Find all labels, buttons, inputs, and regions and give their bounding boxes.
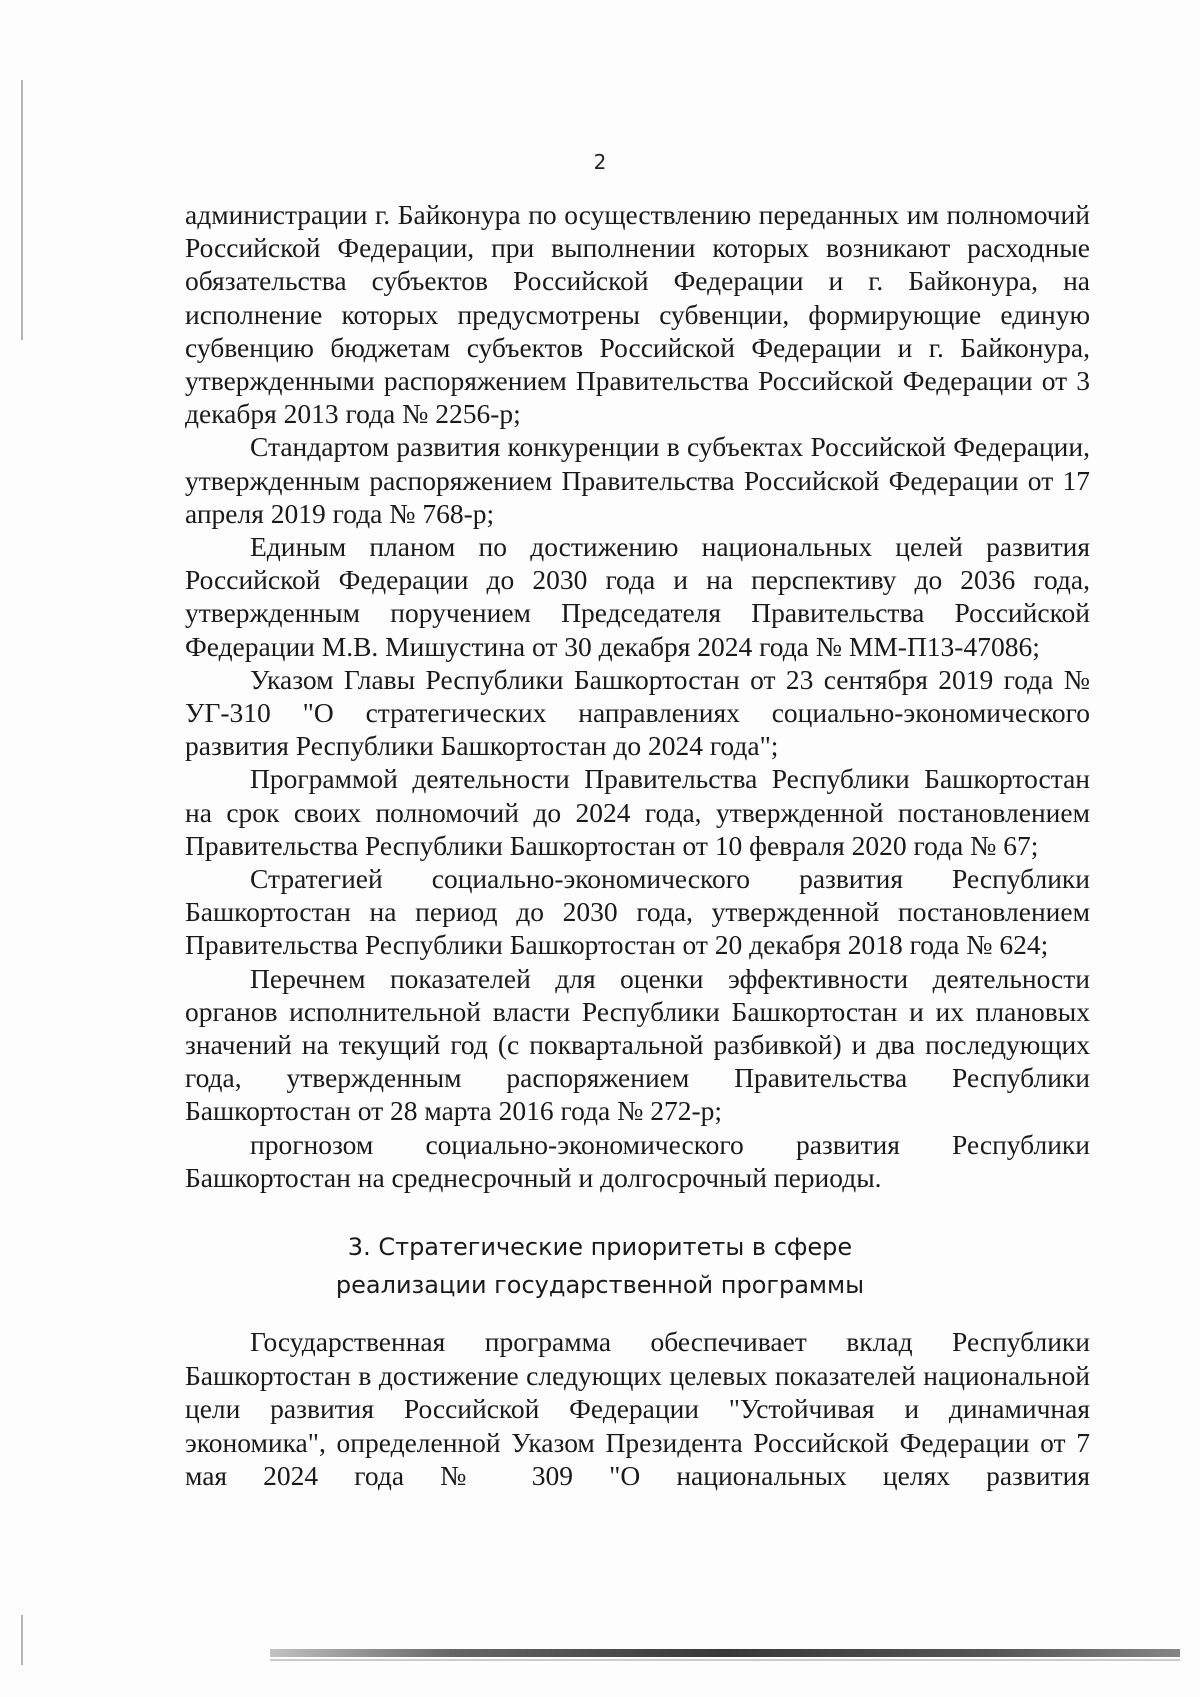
section-heading-line-1: 3. Стратегические приоритеты в сфере — [347, 1233, 853, 1261]
paragraph-indicators-list: Перечнем показателей для оценки эффективности деятельности органов исполнительной власти Республики Башкортостан и их плановых значений на текущий год (с поквартальной разбивкой) и два последующих года, утвержденным распоряжением Правительства Республики Башкортостан от 28 марта 2016 года № 272-р; — [185, 962, 1090, 1127]
paragraph-strategy: Стратегией социально-экономического развития Республики Башкортостан на период до 2030 года, утвержденной постановлением Правительства Республики Башкортостан от 20 декабря 2018 года № 624; — [185, 863, 1090, 961]
section-heading-line-2: реализации государственной программы — [335, 1271, 865, 1299]
body-text — [185, 198, 1090, 1194]
paragraph-government-program: Программой деятельности Правительства Республики Башкортостан на срок своих полномочий до 2024 года, утвержденной постановлением Правительства Республики Башкортостан от 10 февраля 2020 года № 67; — [185, 763, 1090, 861]
section-heading — [0, 1228, 1200, 1304]
section-body-text — [185, 1325, 1090, 1493]
paragraph-head-decree: Указом Главы Республики Башкортостан от 23 сентября 2019 года № УГ-310 "О стратегических направлениях социально-экономического развития Республики Башкортостан до 2024 года"; — [185, 663, 1090, 762]
paragraph-forecast: прогнозом социально-экономического развития Республики Башкортостан на среднесрочный и долгосрочный периоды. — [185, 1128, 1090, 1193]
paragraph-section-intro: Государственная программа обеспечивает вклад Республики Башкортостан в достижение следующих целевых показателей национальной цели развития Российской Федерации "Устойчивая и динамичная экономика", определенной Указом Президента Российской Федерации от 7 мая 2024 года № 309 "О национальных целях развития — [185, 1326, 1090, 1491]
scan-artifact-bottom-edge-thin — [270, 1659, 1180, 1661]
paragraph-competition-standard: Стандартом развития конкуренции в субъектах Российской Федерации, утвержденным распоряжением Правительства Российской Федерации от 17 апреля 2019 года № 768-р; — [185, 431, 1090, 529]
page-number: 2 — [593, 150, 607, 174]
scan-artifact-bottom-edge — [270, 1649, 1180, 1657]
scan-artifact-left-line-bottom — [21, 1615, 23, 1665]
scan-artifact-left-line — [21, 80, 23, 340]
paragraph-unified-plan: Единым планом по достижению национальных целей развития Российской Федерации до 2030 года и на перспективу до 2036 года, утвержденным поручением Председателя Правительства Российской Федерации М.В. Мишустина от 30 декабря 2024 года № ММ-П13-47086; — [185, 531, 1090, 662]
paragraph-continuation: администрации г. Байконура по осуществлению переданных им полномочий Российской Федерации, при выполнении которых возникают расходные обязательства субъектов Российской Федерации и г. Байконура, на исполнение которых предусмотрены субвенции, формирующие единую субвенцию бюджетам субъектов Российской Федерации и г. Байконура, утвержденными распоряжением Правительства Российской Федерации от 3 декабря 2013 года № 2256-р; — [185, 199, 1090, 430]
